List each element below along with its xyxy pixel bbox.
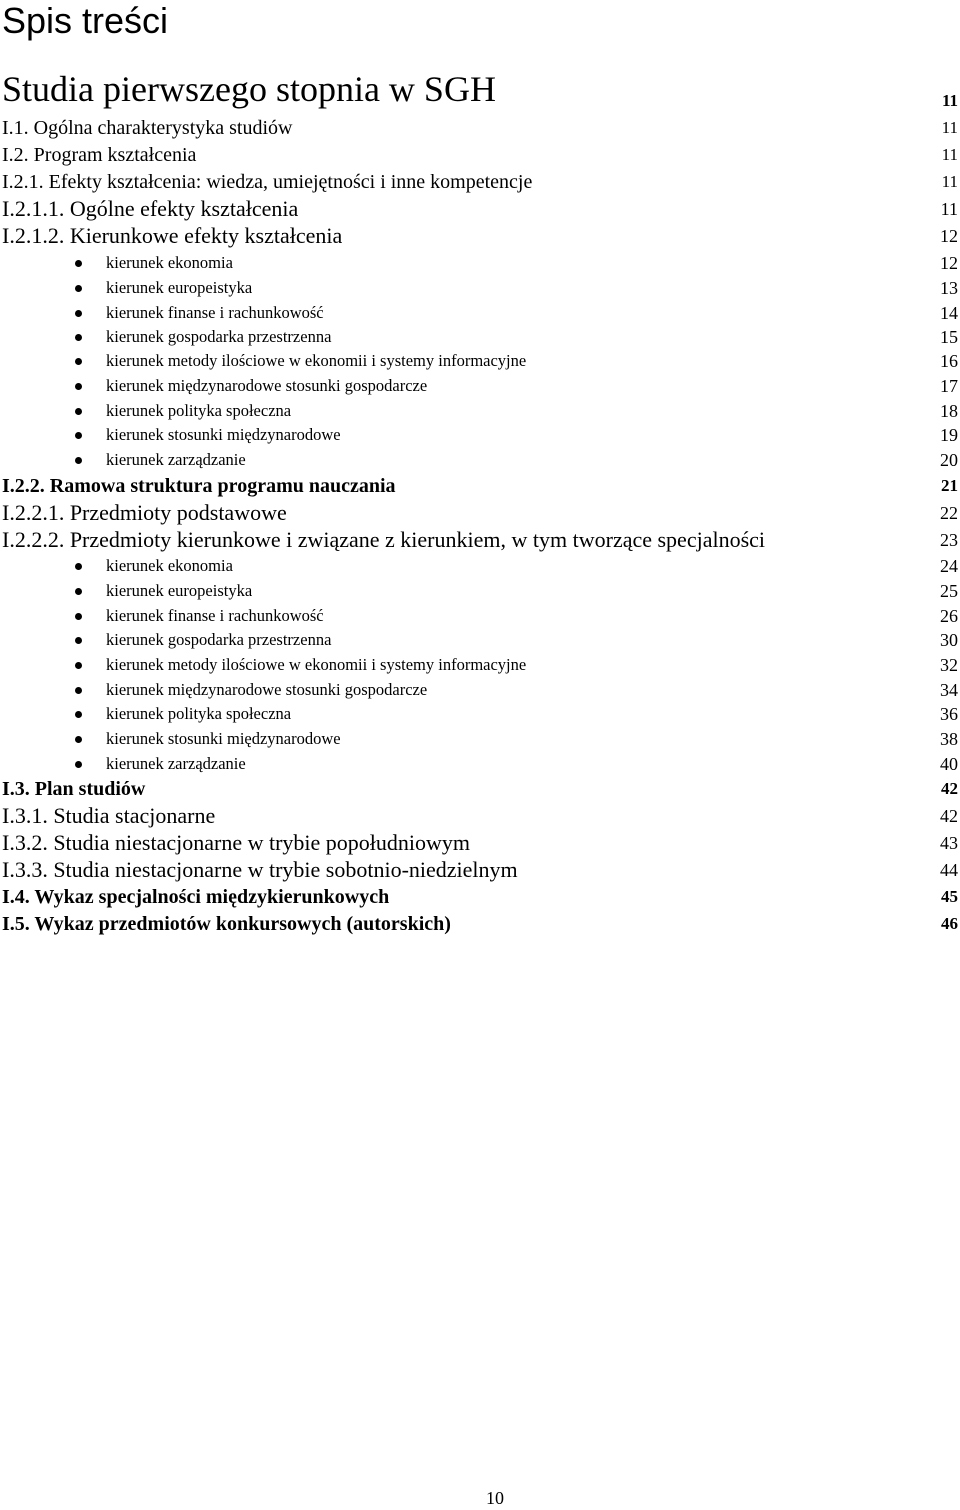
toc-page-number: 34 — [940, 680, 958, 700]
toc-subentry[interactable] — [0, 652, 960, 678]
toc-entry-label: I.5. Wykaz przedmiotów konkursowych (autorskich) — [2, 913, 451, 935]
toc-page-number: 26 — [940, 606, 958, 626]
toc-page-number: 13 — [940, 278, 958, 298]
toc-entry-label: I.3. Plan studiów — [2, 778, 146, 800]
toc-entry-label: I.2.2.1. Przedmioty podstawowe — [2, 500, 287, 525]
bullet-icon — [75, 358, 82, 365]
bullet-icon — [75, 334, 82, 341]
toc-entry-label: kierunek europeistyka — [106, 278, 253, 297]
toc-page-number: 36 — [940, 704, 958, 724]
toc-page-number: 44 — [940, 860, 958, 880]
toc-page-number: 16 — [940, 351, 958, 371]
section-heading: Studia pierwszego stopnia w SGH — [2, 69, 496, 109]
toc-page-number: 23 — [940, 530, 958, 550]
bullet-icon — [75, 285, 82, 292]
toc-entry-label: kierunek międzynarodowe stosunki gospodarcze — [106, 376, 428, 395]
toc-entry[interactable] — [0, 115, 960, 141]
toc-entry-label: I.3.2. Studia niestacjonarne w trybie popołudniowym — [2, 830, 471, 855]
bullet-icon — [75, 310, 82, 317]
toc-subentry[interactable] — [0, 578, 960, 604]
toc-entry[interactable] — [0, 473, 960, 499]
toc-entry-label: kierunek gospodarka przestrzenna — [106, 327, 332, 346]
toc-page-number: 20 — [940, 450, 958, 470]
toc-entry-label: kierunek międzynarodowe stosunki gospodarcze — [106, 680, 428, 699]
toc-entry-label: I.2.1.2. Kierunkowe efekty kształcenia — [2, 223, 343, 248]
toc-entry-label: I.3.3. Studia niestacjonarne w trybie sobotnio-niedzielnym — [2, 857, 518, 882]
toc-entry-label: I.1. Ogólna charakterystyka studiów — [2, 117, 293, 139]
toc-subentry[interactable] — [0, 300, 960, 326]
toc-page-number: 42 — [941, 779, 958, 798]
toc-page-number: 25 — [940, 581, 958, 601]
toc-page-number: 24 — [940, 556, 958, 576]
toc-entry[interactable] — [0, 911, 960, 937]
toc-page-number: 30 — [940, 630, 958, 650]
bullet-icon — [75, 457, 82, 464]
toc-entry-label: I.2.2.2. Przedmioty kierunkowe i związane z kierunkiem, w tym tworzące specjalności — [2, 527, 766, 552]
toc-entry-label: I.3.1. Studia stacjonarne — [2, 803, 216, 828]
bullet-icon — [75, 432, 82, 439]
toc-entry-label: kierunek zarządzanie — [106, 450, 246, 469]
toc-entry[interactable] — [0, 142, 960, 168]
bullet-icon — [75, 588, 82, 595]
toc-subentry[interactable] — [0, 726, 960, 752]
toc-page-number: 11 — [941, 145, 958, 164]
page-number: 10 — [486, 1488, 504, 1508]
toc-entry[interactable] — [0, 857, 960, 883]
bullet-icon — [75, 260, 82, 267]
toc-subentry[interactable] — [0, 348, 960, 374]
toc-entry[interactable] — [0, 223, 960, 249]
toc-entry-label: kierunek gospodarka przestrzenna — [106, 630, 332, 649]
toc-page-number: 45 — [941, 887, 958, 906]
toc-subentry[interactable] — [0, 603, 960, 629]
toc-page-number: 11 — [941, 172, 958, 191]
toc-entry[interactable] — [0, 527, 960, 553]
toc-entry-label: kierunek zarządzanie — [106, 754, 246, 773]
toc-page-number: 43 — [940, 833, 958, 853]
toc-entry-label: kierunek stosunki międzynarodowe — [106, 425, 341, 444]
toc-entry-label: kierunek stosunki międzynarodowe — [106, 729, 341, 748]
toc-subentry[interactable] — [0, 701, 960, 727]
toc-page-number: 11 — [940, 199, 958, 219]
toc-entry[interactable] — [0, 196, 960, 222]
toc-subentry[interactable] — [0, 751, 960, 777]
toc-entry[interactable] — [0, 88, 960, 114]
toc-page-number: 21 — [941, 476, 958, 495]
toc-entry[interactable] — [0, 500, 960, 526]
toc-entry-label: kierunek ekonomia — [106, 556, 233, 575]
bullet-icon — [75, 662, 82, 669]
toc-entry-label: kierunek metody ilościowe w ekonomii i systemy informacyjne — [106, 351, 527, 370]
toc-entry[interactable] — [0, 169, 960, 195]
toc-page-number: 42 — [940, 806, 958, 826]
bullet-icon — [75, 761, 82, 768]
toc-entry-label: kierunek europeistyka — [106, 581, 253, 600]
toc-page-number: 11 — [941, 91, 958, 110]
toc-page-number: 15 — [940, 327, 958, 347]
toc-subentry[interactable] — [0, 422, 960, 448]
toc-page-number: 14 — [940, 303, 958, 323]
toc-entry-label: I.2. Program kształcenia — [2, 144, 197, 166]
toc-entry-label: kierunek metody ilościowe w ekonomii i systemy informacyjne — [106, 655, 527, 674]
toc-entry-label: kierunek polityka społeczna — [106, 401, 292, 420]
toc-entry[interactable] — [0, 884, 960, 910]
toc-entry[interactable] — [0, 803, 960, 829]
toc-subentry[interactable] — [0, 627, 960, 653]
toc-subentry[interactable] — [0, 447, 960, 473]
toc-subentry[interactable] — [0, 324, 960, 350]
toc-page-number: 38 — [940, 729, 958, 749]
bullet-icon — [75, 687, 82, 694]
toc-entry[interactable] — [0, 776, 960, 802]
bullet-icon — [75, 736, 82, 743]
bullet-icon — [75, 563, 82, 570]
bullet-icon — [75, 383, 82, 390]
toc-subentry[interactable] — [0, 275, 960, 301]
toc-entry-label: kierunek finanse i rachunkowość — [106, 303, 324, 322]
bullet-icon — [75, 711, 82, 718]
toc-page-number: 19 — [940, 425, 958, 445]
toc-subentry[interactable] — [0, 398, 960, 424]
toc-page-number: 32 — [940, 655, 958, 675]
toc-page-number: 22 — [940, 503, 958, 523]
toc-entry-label: I.2.2. Ramowa struktura programu nauczania — [2, 475, 396, 497]
toc-entry-label: I.2.1.1. Ogólne efekty kształcenia — [2, 196, 299, 221]
toc-entry-label: I.4. Wykaz specjalności międzykierunkowych — [2, 886, 390, 908]
toc-subentry[interactable] — [0, 250, 960, 276]
toc-page-number: 11 — [941, 118, 958, 137]
toc-subentry[interactable] — [0, 373, 960, 399]
toc-page-number: 18 — [940, 401, 958, 421]
toc-entry-label: I.2.1. Efekty kształcenia: wiedza, umiejętności i inne kompetencje — [2, 171, 533, 193]
toc-entry-label: kierunek polityka społeczna — [106, 704, 292, 723]
bullet-icon — [75, 637, 82, 644]
page-title: Spis treści — [2, 0, 169, 41]
toc-page-number: 46 — [941, 914, 958, 933]
toc-entry[interactable] — [0, 830, 960, 856]
bullet-icon — [75, 408, 82, 415]
toc-subentry[interactable] — [0, 553, 960, 579]
toc-page-number: 12 — [940, 226, 958, 246]
toc-page-number: 40 — [940, 754, 958, 774]
toc-entry-label: kierunek ekonomia — [106, 253, 233, 272]
bullet-icon — [75, 613, 82, 620]
toc-page-number: 17 — [940, 376, 958, 396]
toc-entry-label: kierunek finanse i rachunkowość — [106, 606, 324, 625]
toc-page-number: 12 — [940, 253, 958, 273]
toc-subentry[interactable] — [0, 677, 960, 703]
